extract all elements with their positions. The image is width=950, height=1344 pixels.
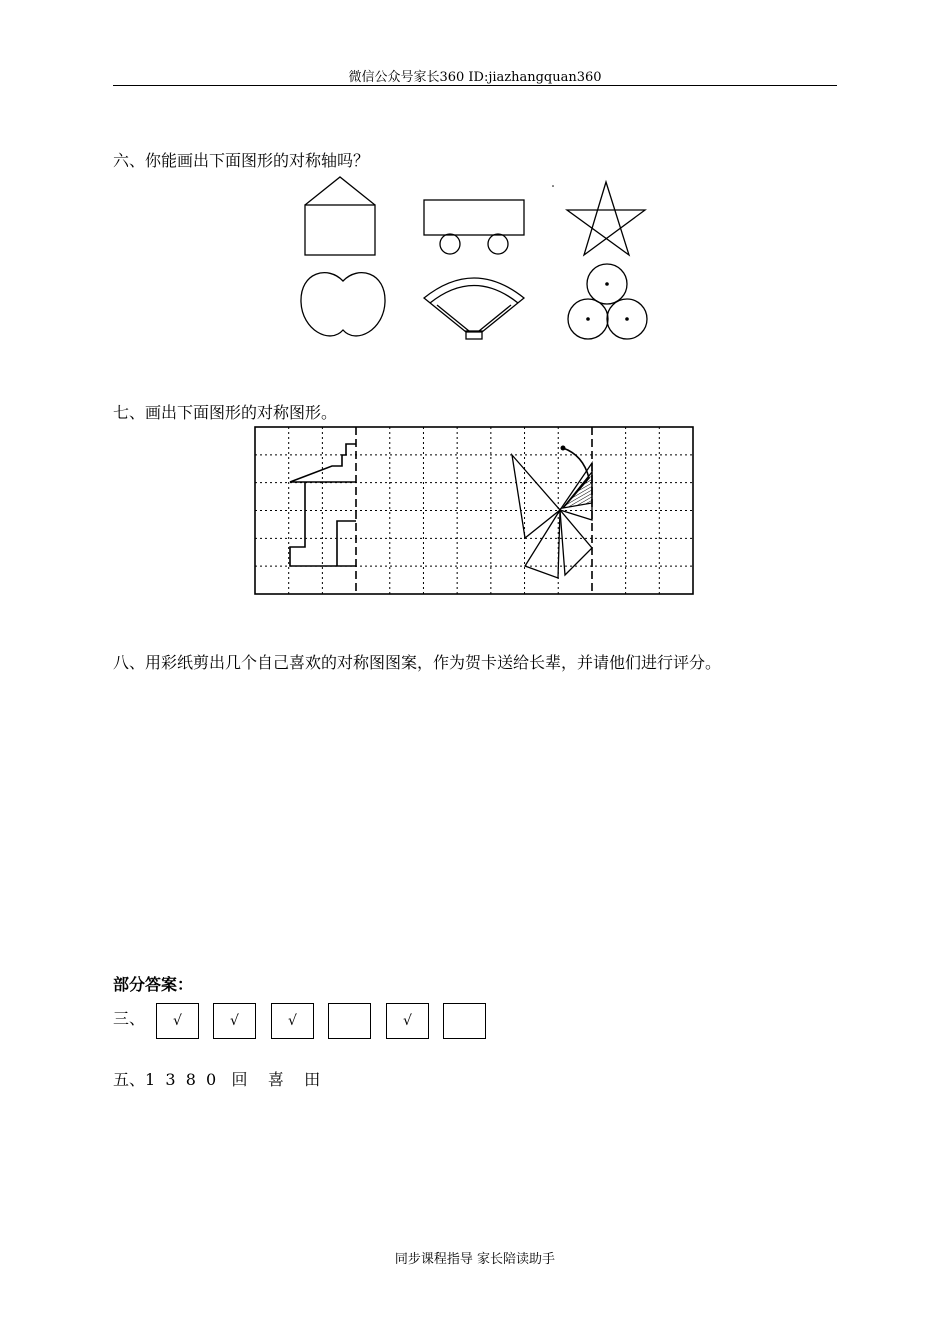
half-house bbox=[290, 444, 356, 566]
section-8-title: 八、用彩纸剪出几个自己喜欢的对称图图案，作为贺卡送给长辈，并请他们进行评分。 bbox=[113, 653, 722, 672]
answer-box bbox=[328, 1003, 371, 1039]
page-footer: 同步课程指导 家长陪读助手 bbox=[394, 1252, 556, 1267]
answer-box: √ bbox=[213, 1003, 256, 1039]
section-7-title: 七、画出下面图形的对称图形。 bbox=[113, 403, 338, 422]
answer-box: √ bbox=[156, 1003, 199, 1039]
answers-title: 部分答案： bbox=[113, 975, 194, 994]
half-pinwheel bbox=[512, 448, 592, 578]
answer-3-label: 三、 bbox=[113, 1009, 146, 1028]
answer-5: 五、1 3 8 0 回 喜 田 bbox=[113, 1070, 321, 1089]
answer-box bbox=[443, 1003, 486, 1039]
section-6-title: 六、你能画出下面图形的对称轴吗？ bbox=[113, 151, 370, 170]
answer-box: √ bbox=[386, 1003, 429, 1039]
symmetry-grid bbox=[0, 0, 950, 620]
answer-box: √ bbox=[271, 1003, 314, 1039]
page-header: 微信公众号家长360 ID:jiazhangquan360 bbox=[348, 70, 602, 85]
